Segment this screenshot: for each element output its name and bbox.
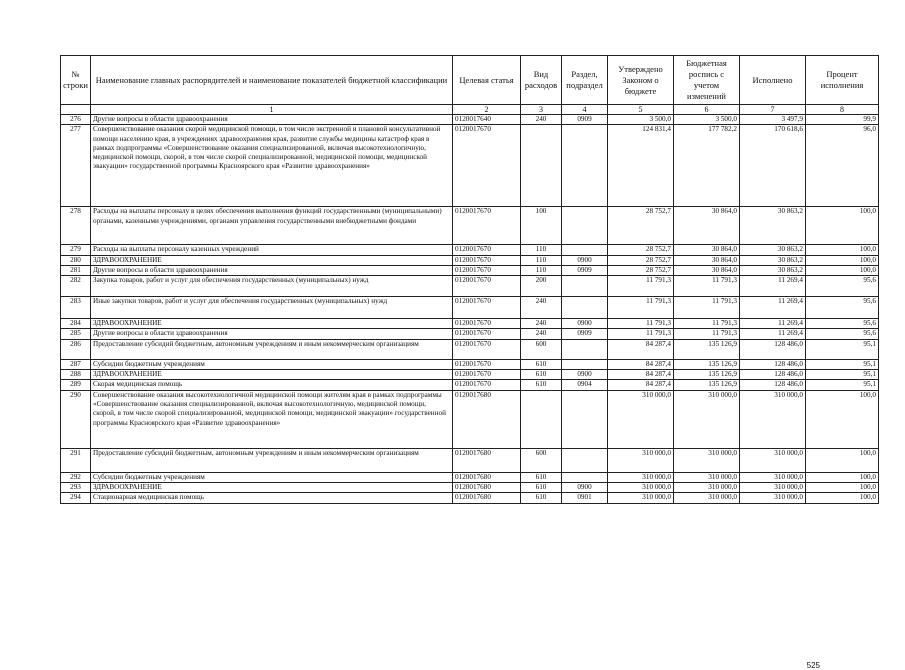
row-number: 286 (61, 339, 91, 359)
row-approved: 28 752,7 (608, 265, 674, 275)
row-name: Предоставление субсидий бюджетным, автономным учреждениям и иным некоммерческим организациям (91, 448, 453, 472)
row-section: 0900 (562, 482, 608, 492)
row-expense-type (521, 125, 562, 207)
row-name: Субсидии бюджетным учреждениям (91, 359, 453, 369)
row-executed: 30 863,2 (740, 245, 806, 255)
row-budget: 30 864,0 (674, 207, 740, 245)
header-target-article: Целевая статья (453, 56, 521, 105)
row-name: Предоставление субсидий бюджетным, автономным учреждениям и иным некоммерческим организациям (91, 339, 453, 359)
row-name: Другие вопросы в области здравоохранения (91, 115, 453, 125)
table-body (61, 115, 879, 504)
row-target-article: 0120017640 (453, 115, 521, 125)
row-name: ЗДРАВООХРАНЕНИЕ (91, 255, 453, 265)
row-target-article: 0120017670 (453, 380, 521, 390)
row-executed: 30 863,2 (740, 207, 806, 245)
row-expense-type: 610 (521, 370, 562, 380)
row-section: 0909 (562, 329, 608, 339)
row-expense-type: 610 (521, 493, 562, 503)
row-expense-type: 240 (521, 329, 562, 339)
row-executed: 3 497,9 (740, 115, 806, 125)
row-approved: 11 791,3 (608, 297, 674, 319)
row-budget: 135 126,9 (674, 380, 740, 390)
row-name: Расходы на выплаты персоналу в целях обеспечения выполнения функций государственными (муниципальными) органами, казенными учреждениями, органами управления государственными внебюджетными фондами (91, 207, 453, 245)
row-approved: 84 287,4 (608, 339, 674, 359)
row-budget: 310 000,0 (674, 448, 740, 472)
row-percent: 100,0 (806, 390, 879, 448)
row-budget: 135 126,9 (674, 370, 740, 380)
row-budget: 30 864,0 (674, 265, 740, 275)
row-percent: 95,6 (806, 319, 879, 329)
row-name: Расходы на выплаты персоналу казенных учреждений (91, 245, 453, 255)
row-expense-type: 110 (521, 245, 562, 255)
row-number: 292 (61, 472, 91, 482)
header-percent: Процент исполнения (806, 56, 879, 105)
row-target-article: 0120017670 (453, 359, 521, 369)
row-approved: 11 791,3 (608, 276, 674, 297)
row-name: Субсидии бюджетным учреждениям (91, 472, 453, 482)
row-number: 293 (61, 482, 91, 492)
row-executed: 11 269,4 (740, 276, 806, 297)
row-number: 288 (61, 370, 91, 380)
row-number: 277 (61, 125, 91, 207)
table-row (61, 245, 879, 255)
row-percent: 95,1 (806, 380, 879, 390)
row-expense-type: 240 (521, 115, 562, 125)
row-name: Закупка товаров, работ и услуг для обеспечения государственных (муниципальных) нужд (91, 276, 453, 297)
row-target-article: 0120017680 (453, 493, 521, 503)
row-budget: 11 791,3 (674, 297, 740, 319)
row-percent: 95,1 (806, 359, 879, 369)
column-number: 6 (674, 105, 740, 115)
column-number: 5 (608, 105, 674, 115)
table-row (61, 380, 879, 390)
row-percent: 99,9 (806, 115, 879, 125)
row-executed: 128 486,0 (740, 380, 806, 390)
row-number: 283 (61, 297, 91, 319)
row-section (562, 245, 608, 255)
row-budget: 30 864,0 (674, 245, 740, 255)
row-approved: 28 752,7 (608, 207, 674, 245)
row-section (562, 472, 608, 482)
row-budget: 310 000,0 (674, 482, 740, 492)
row-percent: 100,0 (806, 245, 879, 255)
row-expense-type: 240 (521, 319, 562, 329)
row-approved: 310 000,0 (608, 472, 674, 482)
row-number: 278 (61, 207, 91, 245)
row-number: 284 (61, 319, 91, 329)
row-executed: 310 000,0 (740, 472, 806, 482)
row-section: 0909 (562, 115, 608, 125)
table-row (61, 329, 879, 339)
row-section (562, 448, 608, 472)
row-name: ЗДРАВООХРАНЕНИЕ (91, 482, 453, 492)
column-number (61, 105, 91, 115)
budget-report-page (60, 55, 878, 670)
row-percent: 100,0 (806, 482, 879, 492)
row-section: 0909 (562, 265, 608, 275)
row-target-article: 0120017670 (453, 297, 521, 319)
row-number: 279 (61, 245, 91, 255)
table-row (61, 448, 879, 472)
table-row (61, 319, 879, 329)
row-target-article: 0120017670 (453, 370, 521, 380)
row-executed: 11 269,4 (740, 319, 806, 329)
table-row (61, 390, 879, 448)
row-target-article: 0120017670 (453, 265, 521, 275)
row-approved: 310 000,0 (608, 448, 674, 472)
table-row (61, 359, 879, 369)
row-percent: 95,6 (806, 276, 879, 297)
row-name: Другие вопросы в области здравоохранения (91, 329, 453, 339)
column-number: 3 (521, 105, 562, 115)
row-approved: 310 000,0 (608, 390, 674, 448)
row-target-article: 0120017680 (453, 448, 521, 472)
row-budget: 11 791,3 (674, 319, 740, 329)
row-percent: 95,1 (806, 370, 879, 380)
row-section: 0901 (562, 493, 608, 503)
header-row-number: № строки (61, 56, 91, 105)
row-expense-type: 610 (521, 482, 562, 492)
row-target-article: 0120017670 (453, 245, 521, 255)
row-section (562, 207, 608, 245)
row-name: Совершенствование оказания высокотехнологичной медицинской помощи жителям края в рамках подпрограммы «Совершенствование оказания специализированной, включая высокотехнологичную, медицинской помощи, скорой, в том числе скорой специализированной, медицинской помощи, медицинской эвакуации» государственной программы Красноярского края «Развитие здравоохранения» (91, 390, 453, 448)
row-expense-type: 610 (521, 380, 562, 390)
header-budget-schedule: Бюджетная роспись с учетом изменений (674, 56, 740, 105)
header-approved: Утверждено Законом о бюджете (608, 56, 674, 105)
row-percent: 100,0 (806, 448, 879, 472)
row-percent: 96,0 (806, 125, 879, 207)
row-name: Иные закупки товаров, работ и услуг для обеспечения государственных (муниципальных) нужд (91, 297, 453, 319)
row-target-article: 0120017670 (453, 255, 521, 265)
row-number: 276 (61, 115, 91, 125)
row-executed: 310 000,0 (740, 493, 806, 503)
row-budget: 30 864,0 (674, 255, 740, 265)
row-target-article: 0120017670 (453, 319, 521, 329)
row-target-article: 0120017670 (453, 207, 521, 245)
row-section (562, 359, 608, 369)
row-target-article: 0120017670 (453, 339, 521, 359)
row-name: Совершенствование оказания скорой медицинской помощи, в том числе экстренной и плановой консультативной помощи населению края, в учреждениях здравоохранения края, развитие службы медицины катастроф края в рамках подпрограммы «Совершенствование оказания специализированной, включая высокотехнологичную, медицинской помощи, скорой, в том числе скорой специализированной, медицинской помощи, медицинской эвакуации» государственной программы Красноярского края «Развитие здравоохранения» (91, 125, 453, 207)
row-approved: 11 791,3 (608, 319, 674, 329)
row-expense-type: 240 (521, 297, 562, 319)
header-name: Наименование главных распорядителей и наименование показателей бюджетной классификации (91, 56, 453, 105)
row-number: 287 (61, 359, 91, 369)
row-executed: 11 269,4 (740, 329, 806, 339)
row-approved: 310 000,0 (608, 482, 674, 492)
row-expense-type: 100 (521, 207, 562, 245)
table-row (61, 115, 879, 125)
row-number: 280 (61, 255, 91, 265)
table-row (61, 125, 879, 207)
row-executed: 30 863,2 (740, 255, 806, 265)
row-target-article: 0120017670 (453, 276, 521, 297)
row-expense-type: 200 (521, 276, 562, 297)
row-percent: 100,0 (806, 472, 879, 482)
row-approved: 84 287,4 (608, 380, 674, 390)
row-expense-type: 110 (521, 265, 562, 275)
row-executed: 170 618,6 (740, 125, 806, 207)
row-budget: 177 782,2 (674, 125, 740, 207)
column-number: 1 (91, 105, 453, 115)
table-row (61, 493, 879, 503)
row-budget: 310 000,0 (674, 390, 740, 448)
row-target-article: 0120017670 (453, 329, 521, 339)
row-approved: 11 791,3 (608, 329, 674, 339)
row-section (562, 297, 608, 319)
row-name: Скорая медицинская помощь (91, 380, 453, 390)
header-section: Раздел, подраздел (562, 56, 608, 105)
row-budget: 310 000,0 (674, 472, 740, 482)
budget-execution-table (60, 55, 879, 504)
row-approved: 28 752,7 (608, 245, 674, 255)
row-target-article: 0120017680 (453, 472, 521, 482)
table-row (61, 265, 879, 275)
row-percent: 95,1 (806, 339, 879, 359)
row-target-article: 0120017680 (453, 482, 521, 492)
row-name: Стационарная медицинская помощь (91, 493, 453, 503)
table-row (61, 339, 879, 359)
row-section (562, 390, 608, 448)
row-name: ЗДРАВООХРАНЕНИЕ (91, 370, 453, 380)
row-executed: 30 863,2 (740, 265, 806, 275)
row-percent: 100,0 (806, 265, 879, 275)
row-number: 281 (61, 265, 91, 275)
table-row (61, 255, 879, 265)
row-budget: 310 000,0 (674, 493, 740, 503)
column-number: 8 (806, 105, 879, 115)
row-percent: 100,0 (806, 255, 879, 265)
row-number: 294 (61, 493, 91, 503)
row-expense-type: 110 (521, 255, 562, 265)
row-name: ЗДРАВООХРАНЕНИЕ (91, 319, 453, 329)
row-number: 290 (61, 390, 91, 448)
row-approved: 310 000,0 (608, 493, 674, 503)
row-executed: 11 269,4 (740, 297, 806, 319)
row-executed: 310 000,0 (740, 448, 806, 472)
row-executed: 310 000,0 (740, 390, 806, 448)
row-number: 285 (61, 329, 91, 339)
row-expense-type: 600 (521, 448, 562, 472)
row-expense-type (521, 390, 562, 448)
row-budget: 135 126,9 (674, 359, 740, 369)
row-executed: 128 486,0 (740, 359, 806, 369)
column-number: 4 (562, 105, 608, 115)
column-number: 7 (740, 105, 806, 115)
table-row (61, 297, 879, 319)
row-section: 0900 (562, 319, 608, 329)
row-approved: 28 752,7 (608, 255, 674, 265)
table-row (61, 370, 879, 380)
row-percent: 100,0 (806, 207, 879, 245)
row-section: 0900 (562, 370, 608, 380)
row-section (562, 276, 608, 297)
table-row (61, 482, 879, 492)
header-expense-type: Вид расходов (521, 56, 562, 105)
row-number: 282 (61, 276, 91, 297)
row-target-article: 0120017680 (453, 390, 521, 448)
column-number-row (61, 105, 879, 115)
row-number: 291 (61, 448, 91, 472)
row-budget: 11 791,3 (674, 329, 740, 339)
column-number: 2 (453, 105, 521, 115)
table-row (61, 276, 879, 297)
row-percent: 95,6 (806, 297, 879, 319)
row-percent: 95,6 (806, 329, 879, 339)
row-expense-type: 610 (521, 472, 562, 482)
row-name: Другие вопросы в области здравоохранения (91, 265, 453, 275)
row-section: 0904 (562, 380, 608, 390)
row-percent: 100,0 (806, 493, 879, 503)
row-target-article: 0120017670 (453, 125, 521, 207)
table-row (61, 472, 879, 482)
row-section (562, 125, 608, 207)
page-number: 525 (806, 661, 820, 670)
header-executed: Исполнено (740, 56, 806, 105)
row-executed: 128 486,0 (740, 370, 806, 380)
row-approved: 84 287,4 (608, 370, 674, 380)
row-expense-type: 600 (521, 339, 562, 359)
row-section: 0900 (562, 255, 608, 265)
table-row (61, 207, 879, 245)
row-section (562, 339, 608, 359)
row-expense-type: 610 (521, 359, 562, 369)
row-budget: 135 126,9 (674, 339, 740, 359)
row-approved: 3 500,0 (608, 115, 674, 125)
row-budget: 3 500,0 (674, 115, 740, 125)
row-executed: 310 000,0 (740, 482, 806, 492)
row-number: 289 (61, 380, 91, 390)
row-budget: 11 791,3 (674, 276, 740, 297)
row-approved: 84 287,4 (608, 359, 674, 369)
header-row (61, 56, 879, 105)
row-approved: 124 831,4 (608, 125, 674, 207)
row-executed: 128 486,0 (740, 339, 806, 359)
